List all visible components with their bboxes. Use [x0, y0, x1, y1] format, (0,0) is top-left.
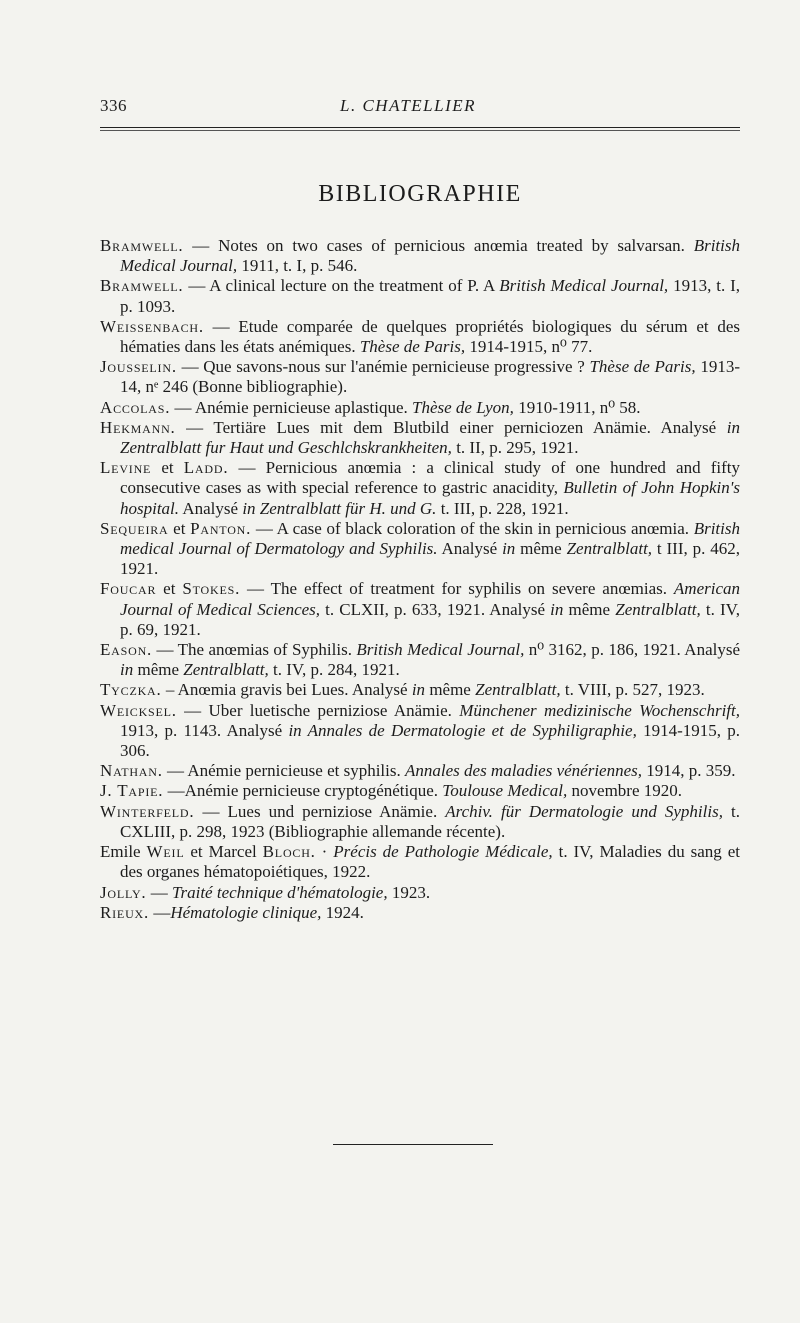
- closing-rule: [333, 1144, 493, 1145]
- entry-author: Levine: [100, 458, 152, 478]
- bibliography-entry: Tyczka. – Anœmia gravis bei Lues. Analysé in même Zentralblatt, t. VIII, p. 527, 1923.: [100, 680, 705, 700]
- bibliography-entry: J. Tapie. —Anémie pernicieuse cryptogénétique. Toulouse Medical, novembre 1920.: [100, 781, 683, 801]
- entry-author: Stokes.: [182, 579, 241, 599]
- page-header: [100, 96, 740, 124]
- bibliography-entry: Bramwell. — Notes on two cases of pernicious anœmia treated by salvarsan. British Medical Journal, 1911, t. I, p. 546.: [100, 236, 740, 276]
- entry-author: Bramwell.: [100, 236, 184, 255]
- section-title: BIBLIOGRAPHIE: [318, 181, 522, 207]
- entry-author: J. Tapie.: [100, 781, 164, 801]
- entry-author: Jolly.: [100, 882, 147, 902]
- entry-author: Foucar: [100, 579, 157, 599]
- header-rule-thin: [100, 130, 740, 131]
- bibliography-entry: Foucar et Stokes. — The effect of treatment for syphilis on severe anœmias. American Journal of Medical Sciences, t. CLXII, p. 633, 1921. Analysé in même Zentralblatt, t. IV, p. 69, 1921.: [100, 579, 740, 639]
- running-head: L. CHATELLIER: [340, 96, 477, 115]
- bibliography-entry: Winterfeld. — Lues und perniziose Anämie. Archiv. für Dermatologie und Syphilis, t. CXLIII, p. 298, 1923 (Bibliographie allemande récente).: [100, 801, 740, 841]
- entry-author: Weil: [146, 842, 185, 862]
- bibliography-entry: Weicksel. — Uber luetische perniziose Anämie. Münchener medizinische Wochenschrift, 1913, p. 1143. Analysé in Annales de Dermatologie et de Syphiligraphie, 1914-1915, p. 306.: [100, 700, 741, 761]
- entry-author: Bramwell.: [100, 276, 184, 296]
- entry-author: Accolas.: [100, 397, 171, 417]
- entry-author: Winterfeld.: [100, 801, 195, 821]
- entry-author: Jousselin.: [100, 357, 177, 377]
- bibliography-entry: Sequeira et Panton. — A case of black coloration of the skin in pernicious anœmia. British medical Journal of Dermatology and Syphilis. Analysé in même Zentralblatt, t III, p. 462, 1921.: [100, 518, 740, 579]
- bibliography-entry: Rieux. —Hématologie clinique, 1924.: [100, 902, 364, 922]
- entry-author: Panton.: [190, 518, 252, 538]
- bibliography-entry: Bramwell. — A clinical lecture on the treatment of P. A British Medical Journal, 1913, t. I, p. 1093.: [100, 276, 740, 316]
- entry-author: Nathan.: [100, 761, 163, 781]
- bibliography-entry: Emile Weil et Marcel Bloch. · Précis de Pathologie Médicale, t. IV, Maladies du sang et des organes hématopoiétiques, 1922.: [100, 842, 741, 882]
- bibliography-entry: Eason. — The anœmias of Syphilis. British Medical Journal, n⁰ 3162, p. 186, 1921. Analysé in même Zentralblatt, t. IV, p. 284, 1921.: [100, 640, 741, 680]
- header-rule: [100, 127, 740, 128]
- entry-author: Rieux.: [100, 902, 150, 922]
- bibliography-entry: Weissenbach. — Etude comparée de quelques propriétés biologiques du sérum et des hématies dans les états anémiques. Thèse de Paris, 1914-1915, n⁰ 77.: [100, 316, 740, 357]
- bibliography-entry: Levine et Ladd. — Pernicious anœmia : a clinical study of one hundred and fifty consecutive cases as with special reference to gastric anacidity, Bulletin of John Hopkin's hospital. Analysé in Zentralblatt für H. und G. t. III, p. 228, 1921.: [100, 458, 740, 518]
- entry-author: Ladd.: [183, 458, 229, 478]
- entry-author: Tyczka.: [100, 680, 162, 700]
- bibliography-entry: Jolly. — Traité technique d'hématologie, 1923.: [100, 882, 431, 902]
- entry-author: Sequeira: [100, 518, 169, 538]
- bibliography-list: [100, 236, 740, 923]
- entry-author: Bloch.: [262, 842, 316, 862]
- bibliography-entry: Accolas. — Anémie pernicieuse aplastique. Thèse de Lyon, 1910-1911, n⁰ 58.: [100, 397, 641, 417]
- entry-author: Hekmann.: [100, 417, 176, 437]
- bibliography-entry: Jousselin. — Que savons-nous sur l'anémie pernicieuse progressive ? Thèse de Paris, 1913-14, nᵉ 246 (Bonne bibliographie).: [100, 357, 740, 397]
- entry-author: Weissenbach.: [100, 316, 204, 336]
- page-number: 336: [100, 96, 127, 115]
- entry-author: Weicksel.: [100, 700, 177, 720]
- bibliography-entry: Nathan. — Anémie pernicieuse et syphilis. Annales des maladies vénériennes, 1914, p. 359.: [100, 761, 736, 781]
- entry-author: Eason.: [100, 640, 153, 660]
- bibliography-entry: Hekmann. — Tertiäre Lues mit dem Blutbild einer perniciozen Anämie. Analysé in Zentralblatt fur Haut und Geschlchskrankheiten, t. II, p. 295, 1921.: [100, 417, 740, 458]
